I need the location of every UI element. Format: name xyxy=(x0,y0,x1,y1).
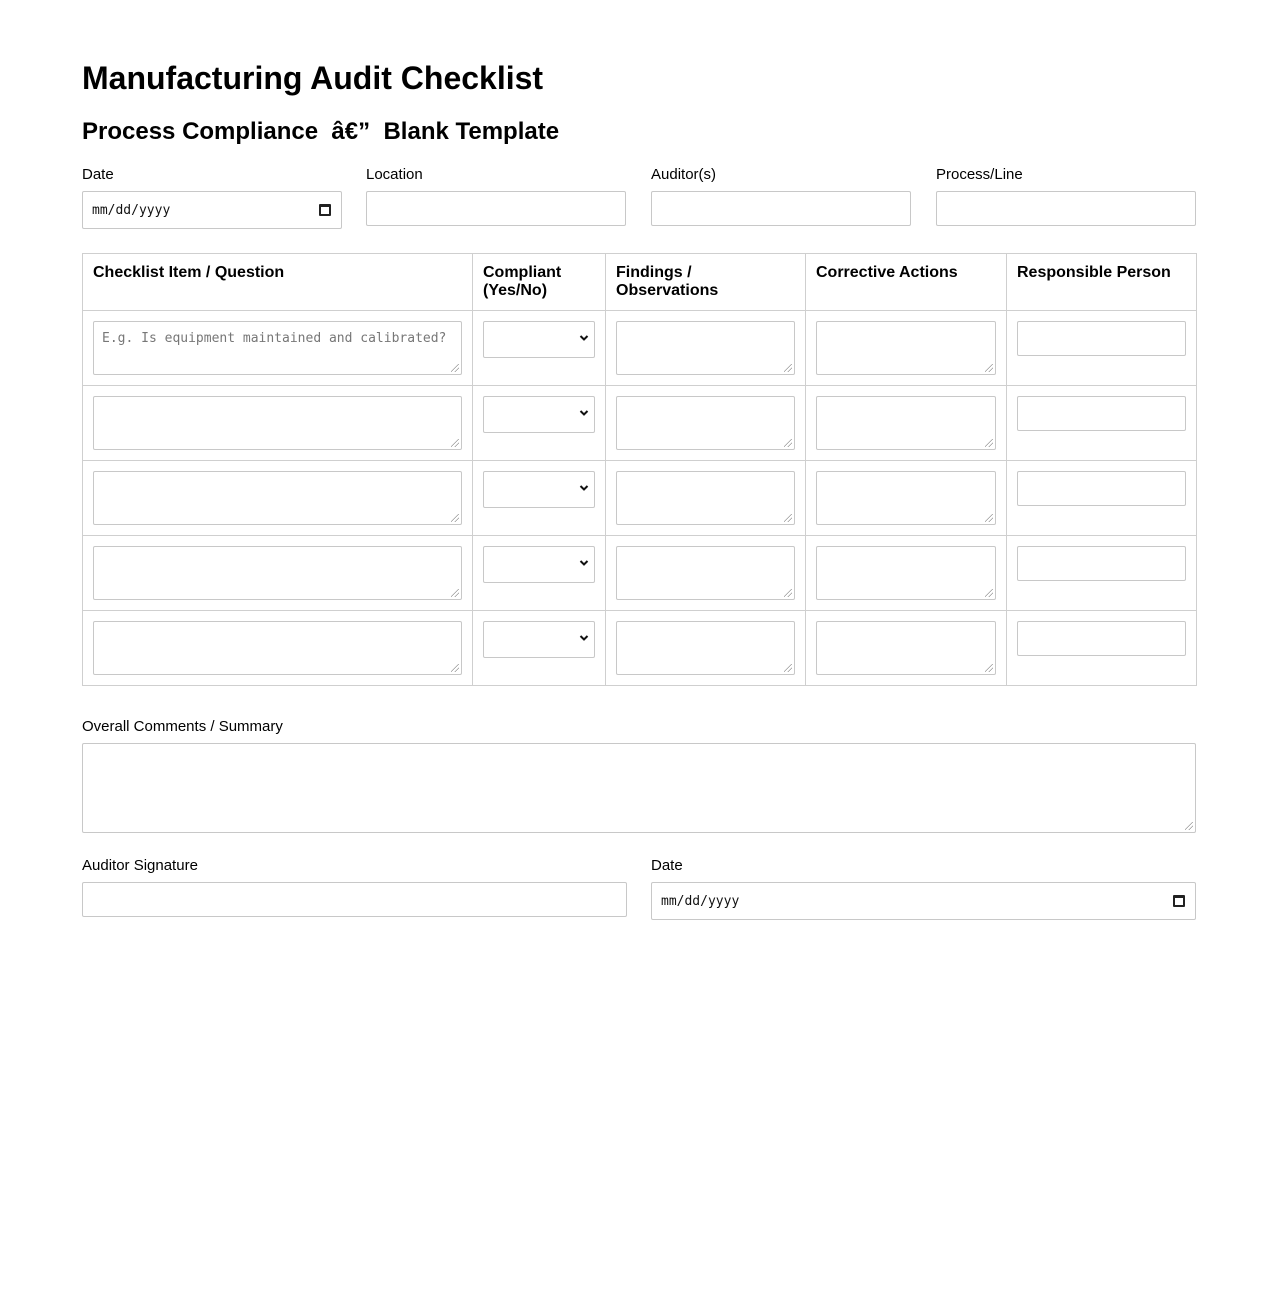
responsible-person-input[interactable] xyxy=(1017,621,1186,656)
findings-textarea[interactable] xyxy=(616,621,795,675)
auditors-input[interactable] xyxy=(651,191,911,226)
checklist-item-textarea[interactable] xyxy=(93,471,462,525)
resize-handle-icon[interactable] xyxy=(985,589,993,597)
resize-handle-icon[interactable] xyxy=(784,439,792,447)
calendar-icon[interactable] xyxy=(319,204,331,216)
checklist-item-textarea[interactable] xyxy=(93,621,462,675)
signature-date-field-group xyxy=(651,857,1196,920)
chevron-down-icon xyxy=(579,483,589,493)
resize-handle-icon[interactable] xyxy=(985,364,993,372)
resize-handle-icon[interactable] xyxy=(451,664,459,672)
findings-textarea[interactable] xyxy=(616,546,795,600)
auditors-label: Auditor(s) xyxy=(651,166,717,183)
calendar-icon[interactable] xyxy=(1173,895,1185,907)
comments-section xyxy=(82,718,1196,833)
corrective-actions-textarea[interactable] xyxy=(816,471,996,525)
corrective-actions-textarea[interactable] xyxy=(816,396,996,450)
resize-handle-icon[interactable] xyxy=(451,364,459,372)
chevron-down-icon xyxy=(579,333,589,343)
process-line-field-group xyxy=(936,166,1196,226)
chevron-down-icon xyxy=(579,558,589,568)
chevron-down-icon xyxy=(579,633,589,643)
checklist-item-textarea[interactable] xyxy=(93,546,462,600)
auditors-field-group xyxy=(651,166,911,226)
chevron-down-icon xyxy=(579,408,589,418)
resize-handle-icon[interactable] xyxy=(985,439,993,447)
column-header-responsible: Responsible Person xyxy=(1007,254,1197,311)
table-row xyxy=(83,311,1197,386)
signature-label: Auditor Signature xyxy=(82,857,198,874)
signature-date-label: Date xyxy=(651,857,683,874)
signature-field-group xyxy=(82,857,627,917)
resize-handle-icon[interactable] xyxy=(451,439,459,447)
findings-textarea[interactable] xyxy=(616,396,795,450)
signature-input[interactable] xyxy=(82,882,627,917)
process-line-label: Process/Line xyxy=(936,166,1023,183)
compliant-select[interactable] xyxy=(483,471,595,508)
findings-textarea[interactable] xyxy=(616,321,795,375)
date-label: Date xyxy=(82,166,114,183)
resize-handle-icon[interactable] xyxy=(784,589,792,597)
compliant-select[interactable] xyxy=(483,321,595,358)
findings-textarea[interactable] xyxy=(616,471,795,525)
table-header-row xyxy=(83,254,1197,311)
comments-textarea[interactable] xyxy=(82,743,1196,833)
column-header-findings: Findings / Observations xyxy=(606,254,806,311)
resize-handle-icon[interactable] xyxy=(451,514,459,522)
page-subtitle: Process Compliance â€” Blank Template xyxy=(82,118,560,145)
column-header-corrective: Corrective Actions xyxy=(806,254,1007,311)
responsible-person-input[interactable] xyxy=(1017,471,1186,506)
checklist-item-textarea[interactable] xyxy=(93,396,462,450)
signature-date-input[interactable] xyxy=(651,882,1196,920)
corrective-actions-textarea[interactable] xyxy=(816,546,996,600)
date-input[interactable] xyxy=(82,191,342,229)
checklist-item-textarea[interactable] xyxy=(93,321,462,375)
compliant-select[interactable] xyxy=(483,546,595,583)
compliant-select[interactable] xyxy=(483,621,595,658)
comments-label: Overall Comments / Summary xyxy=(82,718,283,735)
table-row xyxy=(83,611,1197,686)
date-field-group xyxy=(82,166,342,229)
corrective-actions-textarea[interactable] xyxy=(816,621,996,675)
location-field-group xyxy=(366,166,626,226)
checklist-item-placeholder: E.g. Is equipment maintained and calibrated? xyxy=(102,331,447,346)
meta-fields xyxy=(82,166,1196,236)
responsible-person-input[interactable] xyxy=(1017,321,1186,356)
page-title: Manufacturing Audit Checklist xyxy=(82,60,544,96)
signature-date-placeholder: mm/dd/yyyy xyxy=(661,893,740,909)
process-line-input[interactable] xyxy=(936,191,1196,226)
compliant-select[interactable] xyxy=(483,396,595,433)
location-input[interactable] xyxy=(366,191,626,226)
table-row xyxy=(83,536,1197,611)
resize-handle-icon[interactable] xyxy=(985,514,993,522)
corrective-actions-textarea[interactable] xyxy=(816,321,996,375)
responsible-person-input[interactable] xyxy=(1017,546,1186,581)
table-row xyxy=(83,461,1197,536)
resize-handle-icon[interactable] xyxy=(985,664,993,672)
resize-handle-icon[interactable] xyxy=(1185,822,1193,830)
resize-handle-icon[interactable] xyxy=(784,364,792,372)
resize-handle-icon[interactable] xyxy=(784,514,792,522)
resize-handle-icon[interactable] xyxy=(451,589,459,597)
resize-handle-icon[interactable] xyxy=(784,664,792,672)
table-row xyxy=(83,386,1197,461)
column-header-compliant: Compliant (Yes/No) xyxy=(473,254,606,311)
location-label: Location xyxy=(366,166,423,183)
column-header-item: Checklist Item / Question xyxy=(83,254,473,311)
responsible-person-input[interactable] xyxy=(1017,396,1186,431)
date-placeholder: mm/dd/yyyy xyxy=(92,202,171,218)
checklist-table xyxy=(82,253,1197,686)
